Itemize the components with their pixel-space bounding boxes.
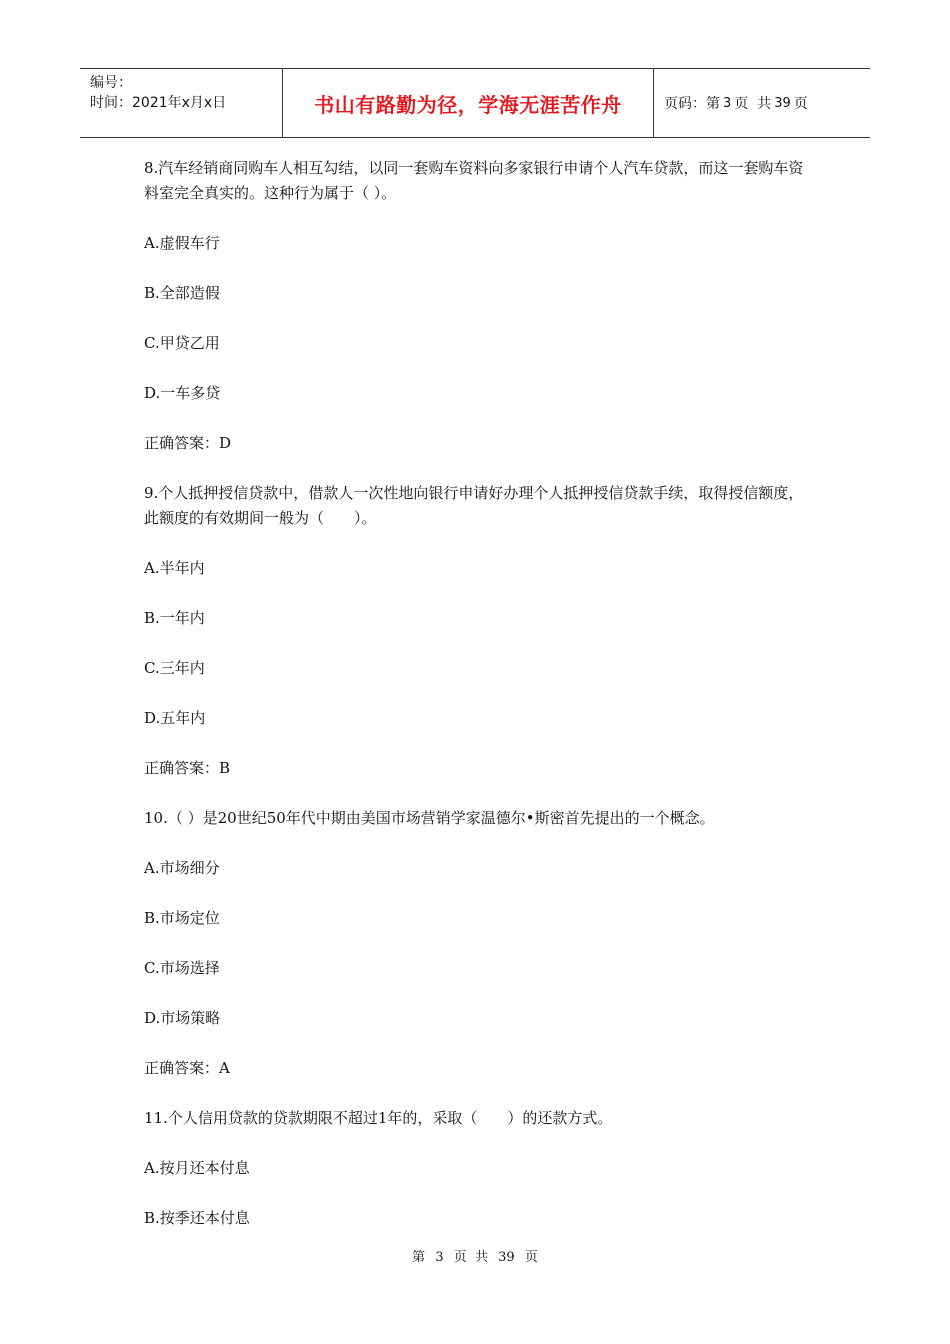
question-stem: 9.个人抵押授信贷款中，借款人一次性地向银行申请好办理个人抵押授信贷款手续，取得授信额度，此额度的有效期间一般为（ ）。 [144,484,804,527]
question-stem: 8.汽车经销商同购车人相互勾结，以同一套购车资料向多家银行申请个人汽车贷款，而这一套购车资料室完全真实的。这种行为属于（ ）。 [144,159,804,202]
header-page-number: 3 [723,95,732,111]
option-b: B.一年内 [144,609,205,627]
footer-prefix: 第 [412,1250,426,1265]
serial-label: 编号： [90,75,132,91]
correct-answer: 正确答案：D [144,434,232,452]
option-d: D.市场策略 [144,1009,221,1027]
footer-mid: 页 共 [453,1250,488,1265]
option-a: A.虚假车行 [144,234,220,252]
question-stem: 10.（ ）是20世纪50年代中期由美国市场营销学家温德尔•斯密首先提出的一个概念。 [144,809,715,827]
header-page-info [654,69,870,137]
date-label: 时间：2021年x月x日 [90,95,227,111]
option-b: B.市场定位 [144,909,220,927]
question-stem: 11.个人信用贷款的贷款期限不超过1年的，采取（ ）的还款方式。 [144,1109,613,1127]
option-c: C.市场选择 [144,959,220,977]
option-d: D.五年内 [144,709,206,727]
header-motto: 书山有路勤为径，学海无涯苦作舟 [314,92,622,117]
option-b: B.按季还本付息 [144,1209,250,1227]
header-motto-cell [282,69,654,137]
header-page-suffix: 页 [793,96,808,112]
correct-answer: 正确答案：B [144,759,231,777]
option-c: C.三年内 [144,659,205,677]
header-page-mid: 页 共 [734,96,772,112]
footer-page-total: 39 [498,1250,515,1265]
option-b: B.全部造假 [144,284,220,302]
correct-answer: 正确答案：A [144,1059,230,1077]
option-a: A.半年内 [144,559,205,577]
header-page-total: 39 [774,95,791,111]
question-list [144,156,814,1256]
footer-suffix: 页 [524,1250,538,1265]
header-page-prefix: 页码：第 [664,96,720,112]
option-d: D.一车多贷 [144,384,221,402]
option-a: A.市场细分 [144,859,220,877]
header-meta [80,69,282,137]
option-a: A.按月还本付息 [144,1159,250,1177]
option-c: C.甲贷乙用 [144,334,220,352]
footer-page-number: 3 [435,1250,444,1265]
page-footer [0,1246,950,1265]
page-header [80,68,870,138]
